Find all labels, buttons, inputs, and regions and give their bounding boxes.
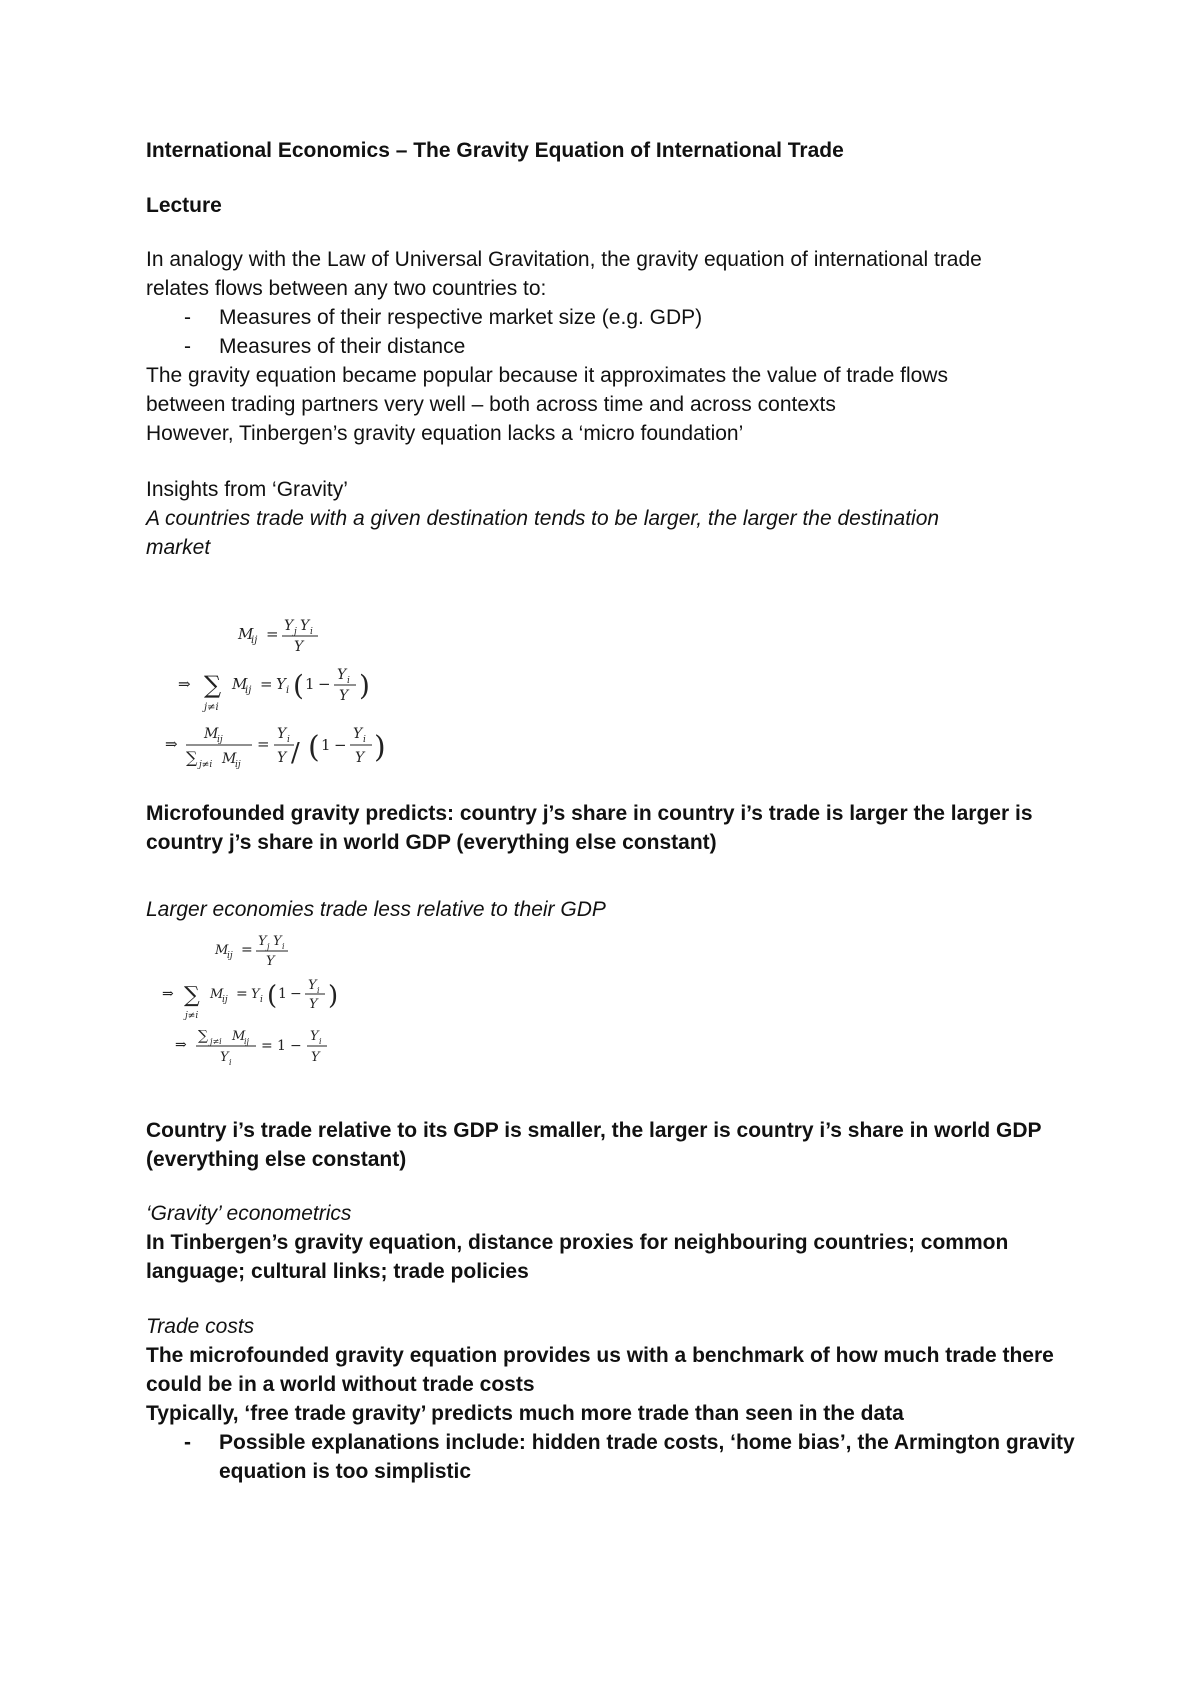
eq2-yi-den: Y xyxy=(220,1050,229,1065)
eq1-yi-2: Y xyxy=(276,675,286,693)
intro-line-4: between trading partners very well – both across time and across contexts xyxy=(146,393,836,416)
eq1-sigma-2: ∑ xyxy=(186,748,198,767)
eq2-sub-i-3: i xyxy=(317,986,320,995)
eq1-frac-den-sub: ij xyxy=(235,760,241,770)
eq2-sub-i-2: i xyxy=(260,995,263,1005)
eq2-equals: = xyxy=(241,942,253,958)
bullet-text-continued: equation is too simplistic xyxy=(219,1460,472,1483)
eq1-frac-num-m: M xyxy=(204,726,219,742)
eq2-y: Y xyxy=(266,954,275,969)
eq1-lparen: ( xyxy=(293,669,304,702)
econometrics-line-1: In Tinbergen’s gravity equation, distance proxies for neighbouring countries; common xyxy=(146,1231,1009,1254)
eq2-yi-3: Y xyxy=(308,978,317,993)
insights-italic-line-2: market xyxy=(146,536,211,559)
eq1-yi: Y xyxy=(300,618,310,634)
eq2-implies-2: ⇒ xyxy=(175,1037,187,1053)
eq2-y-3: Y xyxy=(311,1050,320,1065)
eq2-yi: Y xyxy=(273,934,282,949)
eq1-sub-ij: ij xyxy=(251,635,258,646)
eq2-minus-2: − xyxy=(290,1038,302,1054)
eq1-equals: = xyxy=(266,625,279,643)
eq1-yi-3: Y xyxy=(337,667,347,683)
eq1-slash: / xyxy=(291,738,300,768)
eq2-mij-2: M xyxy=(210,987,224,1002)
list-item xyxy=(146,1428,1076,1486)
eq1-sub-i-3: i xyxy=(347,676,350,686)
bullet-dash: - xyxy=(184,306,191,329)
eq1-frac-den-m: M xyxy=(222,751,237,767)
eq1-implies-1: ⇒ xyxy=(178,675,191,693)
trade-costs-line-3: Typically, ‘free trade gravity’ predicts much more trade than seen in the data xyxy=(146,1402,904,1425)
eq1-sub-j: j xyxy=(294,627,297,637)
eq2-sigma-sub-2: j≠i xyxy=(210,1037,222,1046)
microfounded-conclusion xyxy=(146,799,1076,857)
eq2-yi-4: Y xyxy=(310,1029,319,1044)
eq1-yj: Y xyxy=(284,618,294,634)
eq1-equals-3: = xyxy=(257,735,270,753)
eq2-lparen: ( xyxy=(267,981,278,1011)
eq2-one-2: 1 xyxy=(277,1038,286,1054)
eq1-mij: M xyxy=(238,625,254,643)
eq2-sub-i-4: i xyxy=(319,1037,322,1046)
bullet-dash: - xyxy=(184,335,191,358)
eq1-minus: − xyxy=(318,675,331,693)
eq2-sub-ij-2: ij xyxy=(222,995,228,1005)
eq1-sub-ij-2: ij xyxy=(245,685,252,696)
intro-line-3: The gravity equation became popular because it approximates the value of trade flows xyxy=(146,364,948,387)
eq2-frac-num-m: M xyxy=(232,1029,246,1044)
eq1-sigma-sub-2: j≠i xyxy=(199,760,213,770)
microfounded-line-2: country j’s share in world GDP (everything else constant) xyxy=(146,831,717,854)
country-i-line-1: Country i’s trade relative to its GDP is smaller, the larger is country i’s share in world GDP xyxy=(146,1119,1042,1142)
eq2-y-2: Y xyxy=(309,997,318,1012)
eq1-yi-4: Y xyxy=(277,726,287,742)
econometrics-line-2: language; cultural links; trade policies xyxy=(146,1260,529,1283)
eq2-rparen: ) xyxy=(328,981,339,1011)
section-heading-lecture: Lecture xyxy=(146,194,222,217)
intro-paragraph xyxy=(146,245,1076,448)
eq1-implies-2: ⇒ xyxy=(165,735,178,753)
intro-line-1: In analogy with the Law of Universal Gravitation, the gravity equation of international trade xyxy=(146,248,982,271)
eq2-implies-1: ⇒ xyxy=(162,986,174,1002)
eq1-sigma-sub-1: j≠i xyxy=(204,702,219,713)
country-i-conclusion xyxy=(146,1116,1076,1174)
eq1-y-3: Y xyxy=(277,750,287,766)
eq1-y-2: Y xyxy=(339,688,349,704)
eq2-frac-num-sub: ij xyxy=(244,1037,250,1046)
eq1-frac-num-sub: ij xyxy=(217,735,223,745)
intro-line-2: relates flows between any two countries to: xyxy=(146,277,547,300)
trade-costs-section xyxy=(146,1312,1076,1486)
insights-heading: Insights from ‘Gravity’ xyxy=(146,478,348,501)
bullet-text: Measures of their distance xyxy=(219,335,466,358)
eq1-sub-i-2: i xyxy=(286,685,290,696)
country-i-line-2: (everything else constant) xyxy=(146,1148,407,1171)
eq1-sub-i-4: i xyxy=(287,735,290,745)
eq2-yi-2: Y xyxy=(251,987,260,1002)
eq2-equals-3: = xyxy=(261,1038,273,1054)
eq1-sub-i-5: i xyxy=(363,735,366,745)
equation-1-svg xyxy=(160,615,400,775)
eq2-mij: M xyxy=(215,943,229,958)
bullet-text: Possible explanations include: hidden trade costs, ‘home bias’, the Armington gravity xyxy=(219,1431,1075,1454)
eq1-rparen-2: ) xyxy=(374,730,386,765)
document-title: International Economics – The Gravity Equation of International Trade xyxy=(146,139,844,162)
eq1-y: Y xyxy=(294,639,304,655)
eq2-sigma-sub-1: j≠i xyxy=(185,1011,199,1021)
bullet-dash: - xyxy=(184,1431,191,1454)
eq1-sigma-1: ∑ xyxy=(204,671,222,699)
microfounded-line-1: Microfounded gravity predicts: country j’s share in country i’s trade is larger the larger is xyxy=(146,802,1033,825)
eq1-mij-2: M xyxy=(232,675,248,693)
list-item xyxy=(146,332,1076,361)
larger-economies-heading: Larger economies trade less relative to their GDP xyxy=(146,898,606,921)
eq2-sub-i-den: i xyxy=(229,1058,232,1067)
eq1-y-4: Y xyxy=(355,750,365,766)
intro-line-5: However, Tinbergen’s gravity equation lacks a ‘micro foundation’ xyxy=(146,422,744,445)
eq1-one: 1 xyxy=(305,675,315,693)
eq1-yi-5: Y xyxy=(353,726,363,742)
eq1-one-2: 1 xyxy=(321,736,331,754)
econometrics-heading: ‘Gravity’ econometrics xyxy=(146,1202,352,1225)
eq2-minus: − xyxy=(290,986,302,1002)
eq1-sub-i: i xyxy=(310,627,313,637)
eq1-lparen-2: ( xyxy=(308,730,320,765)
eq2-sigma-2: ∑ xyxy=(198,1028,208,1044)
insights-italic-line-1: A countries trade with a given destination tends to be larger, the larger the destination xyxy=(146,507,940,530)
equation-block-2 xyxy=(160,928,360,1068)
bullet-text: Measures of their respective market size (e.g. GDP) xyxy=(219,306,703,329)
list-item xyxy=(146,303,1076,332)
insights-section xyxy=(146,475,1076,562)
eq2-equals-2: = xyxy=(236,986,248,1002)
eq2-sub-j: j xyxy=(267,942,270,951)
eq1-minus-2: − xyxy=(334,736,347,754)
equation-block-1 xyxy=(160,615,400,775)
eq2-sub-i: i xyxy=(282,942,285,951)
eq1-rparen: ) xyxy=(359,669,370,702)
trade-costs-line-2: could be in a world without trade costs xyxy=(146,1373,535,1396)
eq2-sub-ij: ij xyxy=(227,951,233,961)
trade-costs-heading: Trade costs xyxy=(146,1315,255,1338)
eq2-sigma-1: ∑ xyxy=(184,983,200,1008)
trade-costs-line-1: The microfounded gravity equation provides us with a benchmark of how much trade there xyxy=(146,1344,1054,1367)
eq2-yj: Y xyxy=(258,934,267,949)
econometrics-section xyxy=(146,1199,1076,1286)
eq1-equals-2: = xyxy=(260,675,273,693)
equation-2-svg xyxy=(160,928,360,1068)
eq2-one: 1 xyxy=(278,986,287,1002)
